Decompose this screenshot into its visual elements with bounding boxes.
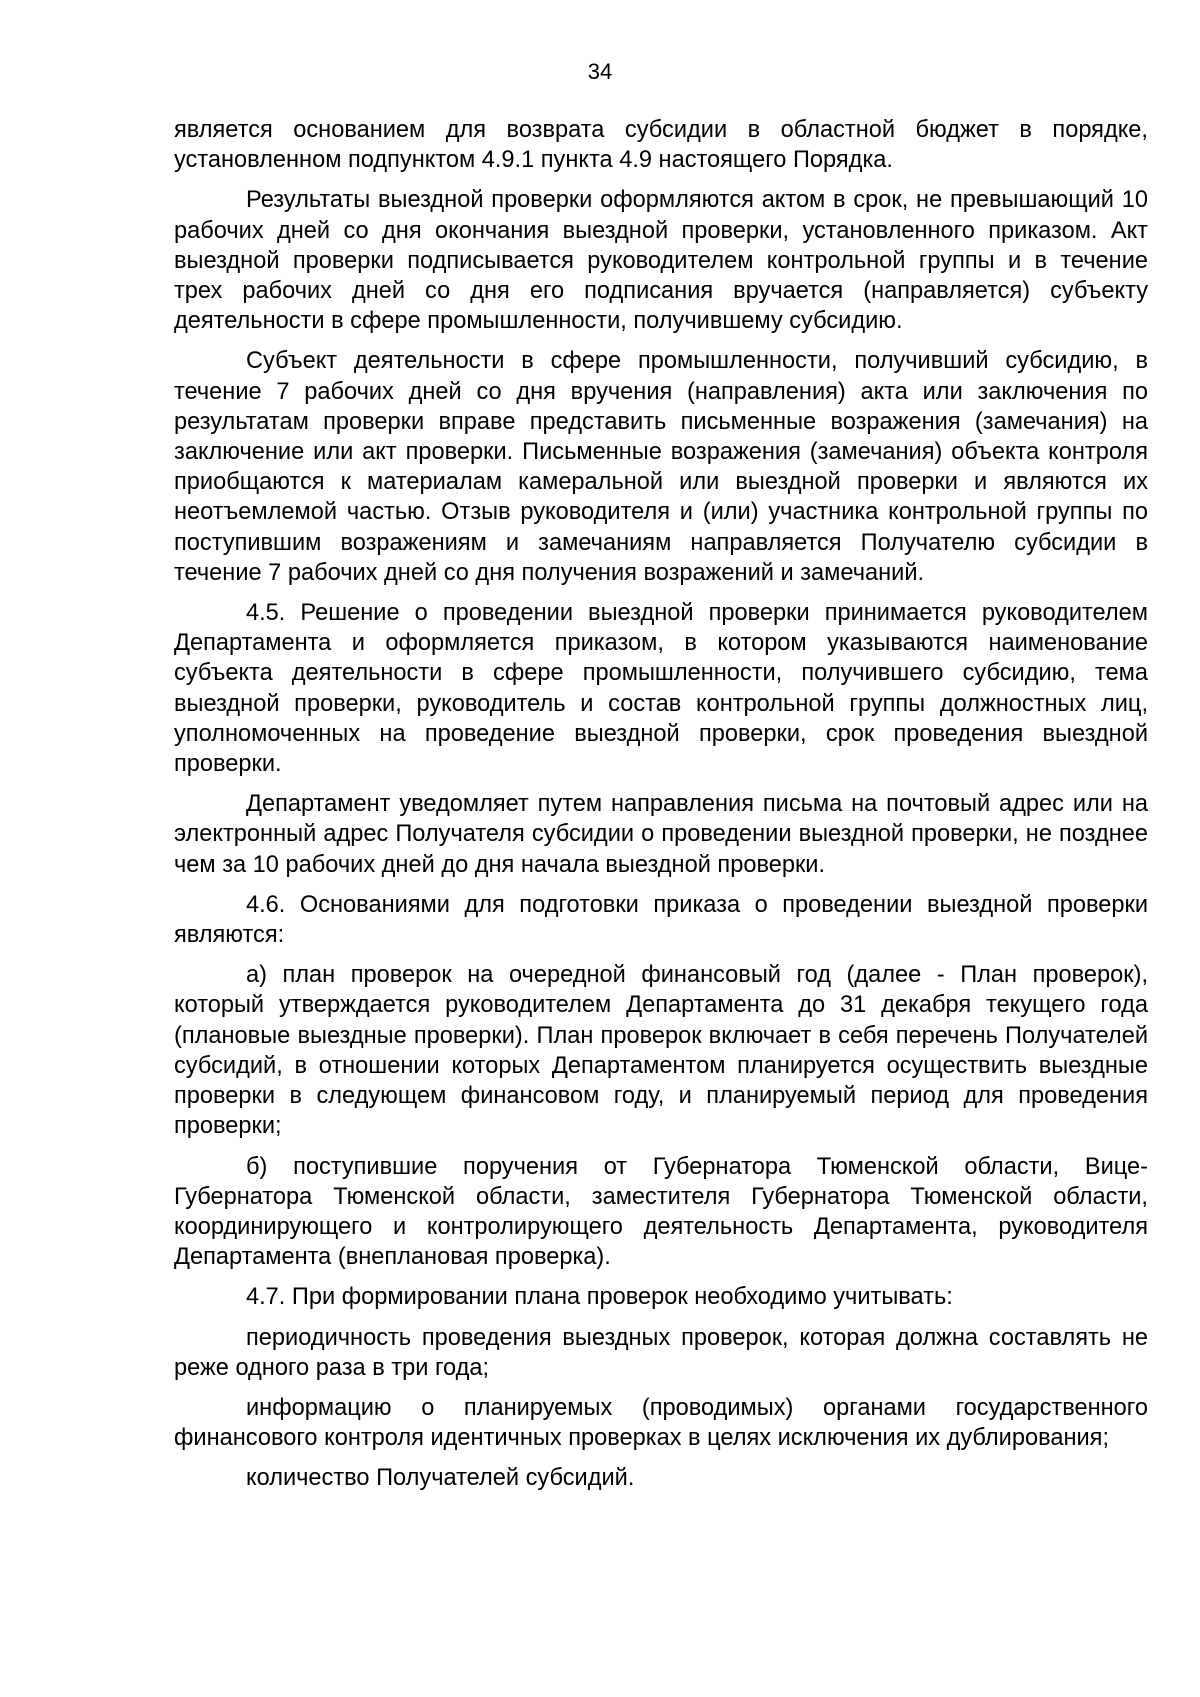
paragraph-4-7: 4.7. При формировании плана проверок необходимо учитывать: [246, 1284, 953, 1311]
document-body [174, 115, 1148, 1504]
page-number: 34 [587, 59, 613, 84]
paragraph-objections: Субъект деятельности в сфере промышленности, получивший субсидию, в течение 7 рабочих дней со дня вручения (направления) акта или заключения по результатам проверки вправе представить письменные возражения (замечания) на заключение или акт проверки. Письменные возражения (замечания) объекта контроля приобщаются к материалам камеральной или выездной проверки и являются их неотъемлемой частью. Отзыв руководителя и (или) участника контрольной группы по поступившим возражениям и замечаниям направляется Получателю субсидии в течение 7 рабочих дней со дня получения возражений и замечаний. [174, 348, 1148, 586]
paragraph-item-b: б) поступившие поручения от Губернатора Тюменской области, Вице-Губернатора Тюменской области, заместителя Губернатора Тюменской области, координирующего и контролирующего деятельность Департамента, руководителя Департамента (внеплановая проверка). [174, 1153, 1148, 1271]
paragraph-notification: Департамент уведомляет путем направления письма на почтовый адрес или на электронный адрес Получателя субсидии о проведении выездной проверки, не позднее чем за 10 рабочих дней до дня начала выездной проверки. [174, 791, 1148, 878]
paragraph-continuation: является основанием для возврата субсидии в областной бюджет в порядке, установленном подпунктом 4.9.1 пункта 4.9 настоящего Порядка. [174, 117, 1148, 174]
paragraph-item-a: а) план проверок на очередной финансовый год (далее - План проверок), который утверждается руководителем Департамента до 31 декабря текущего года (плановые выездные проверки). План проверок включает в себя перечень Получателей субсидий, в отношении которых Департаментом планируется осуществить выездные проверки в следующем финансовом году, и планируемый период для проведения проверки; [174, 962, 1148, 1140]
paragraph-inspection-results: Результаты выездной проверки оформляются актом в срок, не превышающий 10 рабочих дней со дня окончания выездной проверки, установленного приказом. Акт выездной проверки подписывается руководителем контрольной группы и в течение трех рабочих дней со дня его подписания вручается (направляется) субъекту деятельности в сфере промышленности, получившему субсидию. [174, 187, 1148, 335]
paragraph-4-6: 4.6. Основаниями для подготовки приказа о проведении выездной проверки являются: [174, 891, 1148, 949]
paragraph-quantity: количество Получателей субсидий. [246, 1465, 635, 1492]
paragraph-4-5: 4.5. Решение о проведении выездной проверки принимается руководителем Департамента и оформляется приказом, в котором указываются наименование субъекта деятельности в сфере промышленности, получившего субсидию, тема выездной проверки, руководитель и состав контрольной группы должностных лиц, уполномоченных на проведение выездной проверки, срок проведения выездной проверки. [174, 600, 1148, 778]
paragraph-information: информацию о планируемых (проводимых) органами государственного финансового контроля идентичных проверках в целях исключения их дублирования; [174, 1394, 1148, 1452]
paragraph-periodicity: периодичность проведения выездных проверок, которая должна составлять не реже одного раза в три года; [174, 1324, 1148, 1381]
